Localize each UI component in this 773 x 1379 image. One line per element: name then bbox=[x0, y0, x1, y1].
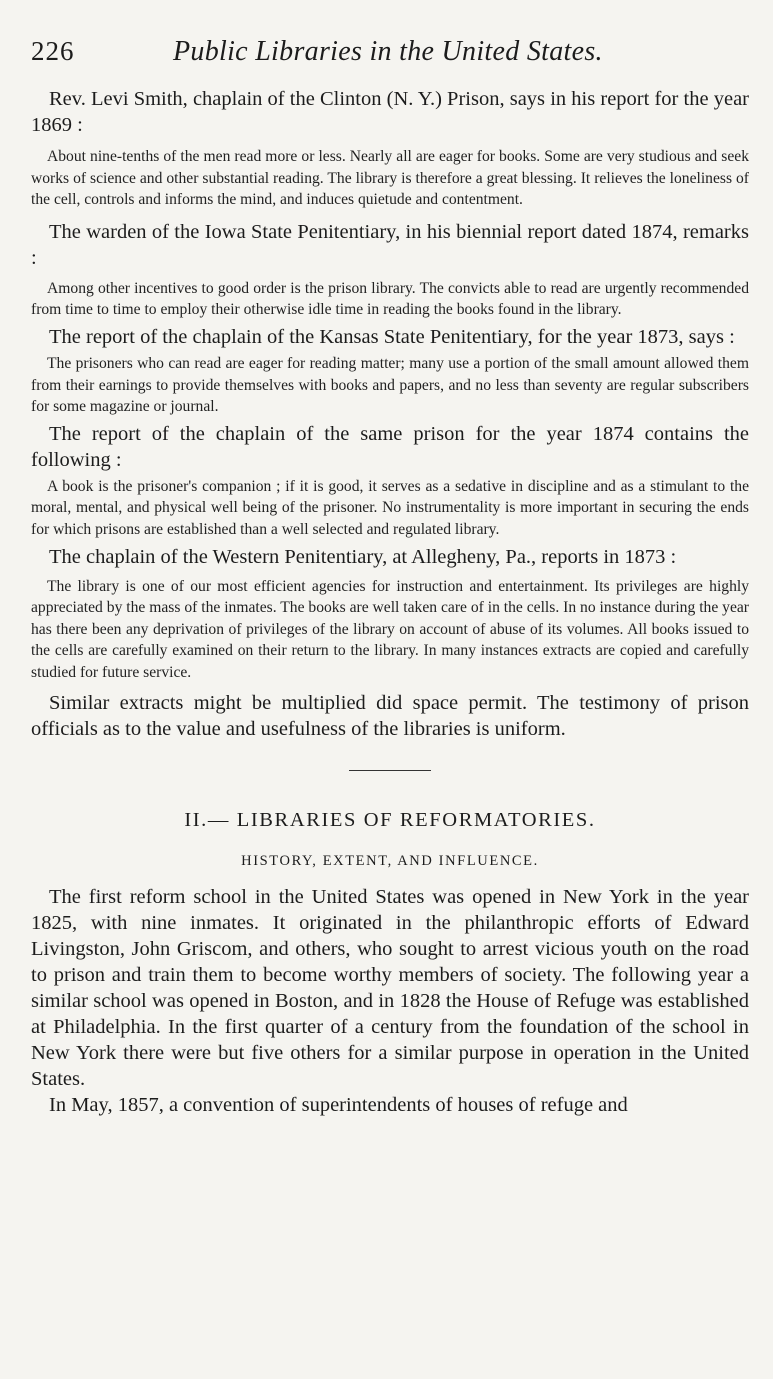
extract-kansas-1873: The prisoners who can read are eager for reading matter; many use a portion of the small amount allowed them from their earnings to provide themselves with books and papers, and no less than seventy are regular subscribers for some magazine or journal. bbox=[31, 354, 749, 416]
extract-allegheny: The library is one of our most efficient agencies for instruction and entertainment. Its privileges are highly appreciated by the mass of the inmates. The books are well taken care of in the cells. In no instance during the year has there been any deprivation of privileges of the library on account of abuse of its volumes. All books issued to the cells are carefully examined on their return to the library. In many instances extracts are copied and carefully studied for future service. bbox=[31, 577, 749, 681]
section-title: II.— LIBRARIES OF REFORMATORIES. bbox=[184, 808, 596, 831]
paragraph-kansas-1873-intro: The report of the chaplain of the Kansas State Penitentiary, for the year 1873, says : bbox=[49, 325, 735, 348]
paragraph-convention: In May, 1857, a convention of superintendents of houses of refuge and bbox=[49, 1093, 628, 1116]
paragraph-allegheny-intro: The chaplain of the Western Penitentiary, at Allegheny, Pa., reports in 1873 : bbox=[49, 545, 677, 568]
extract-iowa: Among other incentives to good order is the prison library. The convicts able to read are urgently recommended from time to time to employ their otherwise idle time in reading the books found in the library. bbox=[31, 279, 749, 319]
paragraph-similar-extracts: Similar extracts might be multiplied did space permit. The testimony of prison officials as to the value and usefulness of the libraries is uniform. bbox=[31, 691, 749, 740]
paragraph-kansas-1874-intro: The report of the chaplain of the same prison for the year 1874 contains the following : bbox=[31, 422, 749, 471]
page-header bbox=[31, 36, 749, 76]
section-divider bbox=[349, 770, 431, 771]
extract-kansas-1874: A book is the prisoner's companion ; if it is good, it serves as a sedative in discipline and as a stimulant to the moral, mental, and physical well being of the prisoner. No instrumentality is more important in securing the ends for which prisons are established than a well selected and regulated library. bbox=[31, 477, 749, 538]
section-subtitle: HISTORY, EXTENT, AND INFLUENCE. bbox=[241, 852, 539, 869]
extract-clinton: About nine-tenths of the men read more or less. Nearly all are eager for books. Some are very studious and seek works of science and other substantial reading. The library is therefore a great blessing. It relieves the loneliness of the cell, controls and informs the mind, and induces quietude and contentment. bbox=[31, 148, 749, 209]
paragraph-first-reform-school: The first reform school in the United States was opened in New York in the year 1825, with nine inmates. It originated in the philanthropic efforts of Edward Livingston, John Griscom, and others, who sought to arrest vicious youth on the road to prison and train them to become worthy members of society. The following year a similar school was opened in Boston, and in 1828 the House of Refuge was established at Philadelphia. In the first quarter of a century from the foundation of the school in New York there were but five others for a similar purpose in operation in the United States. bbox=[31, 885, 749, 1090]
page-number: 226 bbox=[31, 36, 75, 66]
book-page bbox=[31, 36, 749, 1118]
paragraph-iowa-intro: The warden of the Iowa State Penitentiary, in his biennial report dated 1874, remarks : bbox=[31, 220, 749, 269]
paragraph-clinton-intro: Rev. Levi Smith, chaplain of the Clinton (N. Y.) Prison, says in his report for the year 1869 : bbox=[31, 88, 749, 136]
running-title: Public Libraries in the United States. bbox=[173, 36, 603, 67]
